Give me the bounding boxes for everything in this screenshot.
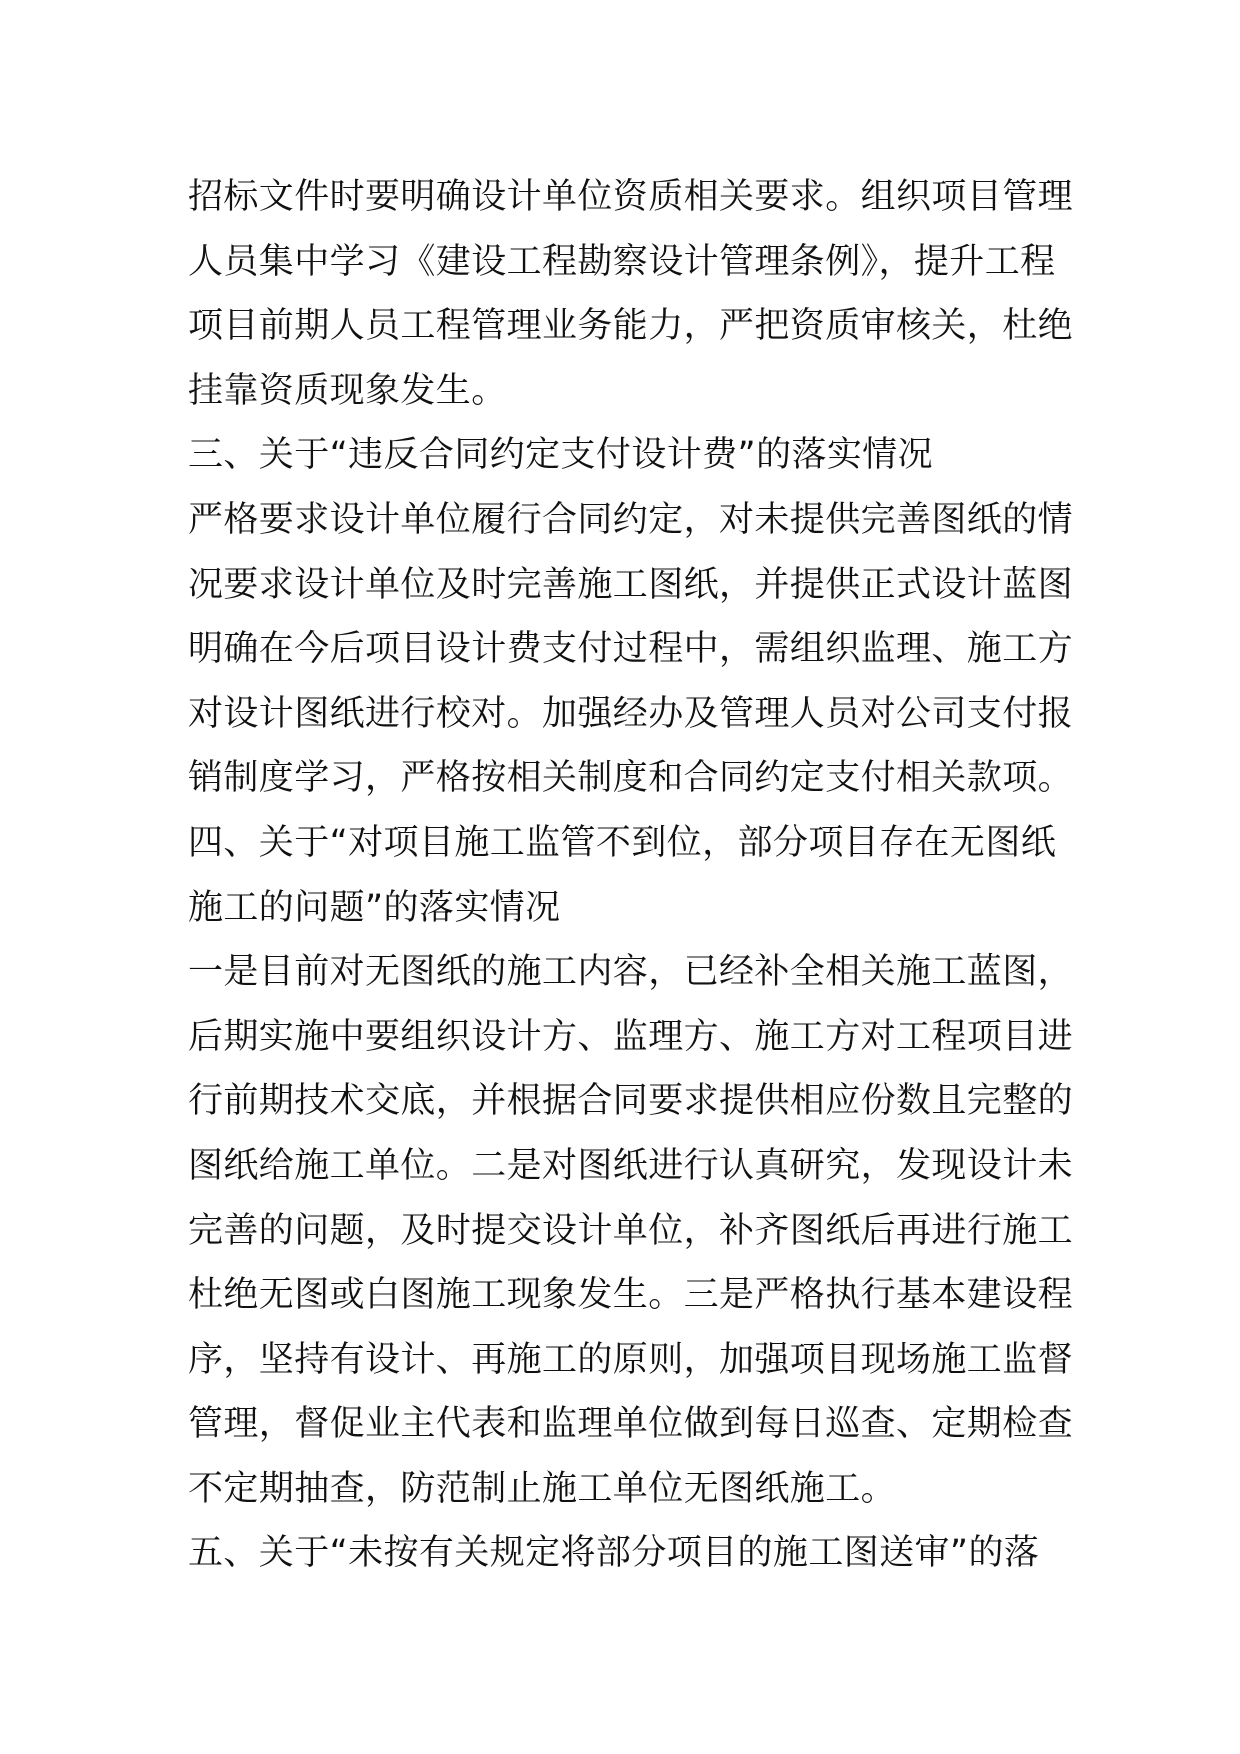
text-line: 对设计图纸进行校对。加强经办及管理人员对公司支付报: [188, 693, 1074, 734]
text-line: 图纸给施工单位。二是对图纸进行认真研究，发现设计未: [188, 1145, 1074, 1186]
text-line: 序，坚持有设计、再施工的原则，加强项目现场施工监督: [188, 1339, 1074, 1380]
text-line: 挂靠资质现象发生。: [188, 370, 507, 411]
text-line: 明确在今后项目设计费支付过程中，需组织监理、施工方: [188, 629, 1074, 670]
section-heading: 施工的问题”的落实情况: [188, 887, 561, 928]
text-line: 后期实施中要组织设计方、监理方、施工方对工程项目进: [188, 1016, 1074, 1057]
text-line: 严格要求设计单位履行合同约定，对未提供完善图纸的情: [188, 499, 1074, 540]
text-line: 完善的问题，及时提交设计单位，补齐图纸后再进行施工: [188, 1210, 1074, 1251]
text-line: 杜绝无图或白图施工现象发生。三是严格执行基本建设程: [188, 1275, 1074, 1316]
text-line: 招标文件时要明确设计单位资质相关要求。组织项目管理: [188, 177, 1074, 217]
text-line: 项目前期人员工程管理业务能力，严把资质审核关，杜绝: [188, 306, 1074, 347]
text-line: 况要求设计单位及时完善施工图纸，并提供正式设计蓝图: [188, 564, 1074, 605]
text-line: 管理，督促业主代表和监理单位做到每日巡查、定期检查: [188, 1404, 1074, 1445]
section-heading: 三、关于“违反合同约定支付设计费”的落实情况: [188, 435, 934, 476]
section-heading: 五、关于“未按有关规定将部分项目的施工图送审”的落: [188, 1533, 1040, 1574]
text-line: 人员集中学习《建设工程勘察设计管理条例》，提升工程: [188, 241, 1056, 282]
text-line: 销制度学习，严格按相关制度和合同约定支付相关款项。: [188, 758, 1074, 799]
text-line: 不定期抽查，防范制止施工单位无图纸施工。: [188, 1468, 897, 1509]
section-heading: 四、关于“对项目施工监管不到位，部分项目存在无图纸: [188, 822, 1057, 863]
text-line: 行前期技术交底，并根据合同要求提供相应份数且完整的: [188, 1081, 1074, 1122]
text-line: 一是目前对无图纸的施工内容，已经补全相关施工蓝图，: [188, 952, 1074, 993]
document-body: [188, 165, 1074, 1586]
